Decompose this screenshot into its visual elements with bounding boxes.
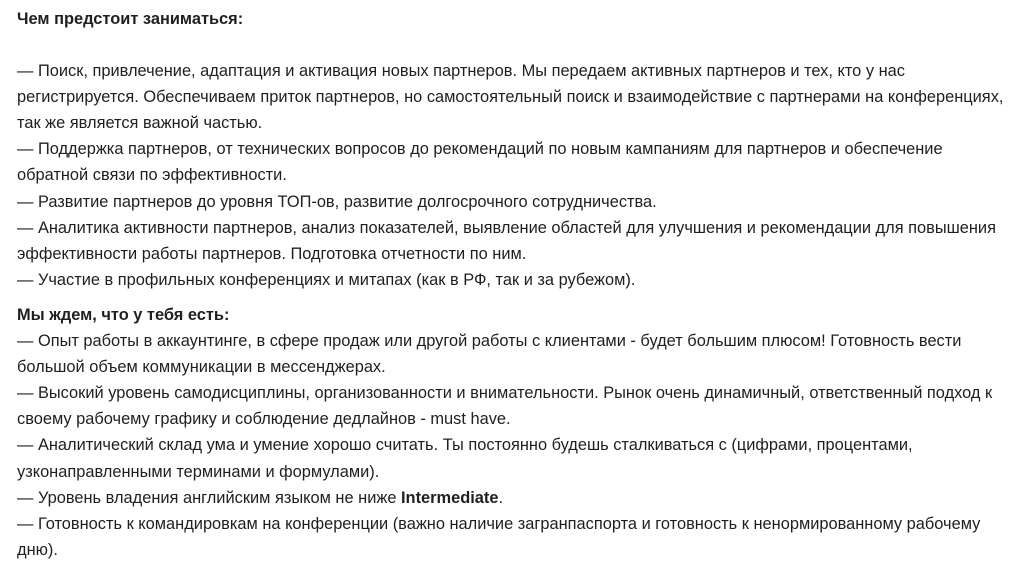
english-level: Intermediate: [401, 488, 499, 507]
duty-item-analytics: — Аналитика активности партнеров, анализ показателей, выявление областей для улучшения и рекомендации для повышения эффективности работы партнеров. Подготовка отчетности по ним.: [17, 218, 996, 263]
requirement-item-experience: — Опыт работы в аккаунтинге, в сфере продаж или другой работы с клиентами - будет большим плюсом! Готовность вести большой объем коммуникации в мессенджерах.: [17, 332, 962, 377]
english-prefix: — Уровень владения английским языком не ниже: [17, 488, 401, 507]
requirement-item-english: [17, 485, 1014, 511]
requirement-item-travel: — Готовность к командировкам на конференции (важно наличие загранпаспорта и готовность к ненормированному рабочему дню).: [17, 514, 981, 559]
requirement-item-discipline: — Высокий уровень самодисциплины, организованности и внимательности. Рынок очень динамичный, ответственный подход к своему рабочему графику и соблюдение дедлайнов - must have.: [17, 384, 993, 429]
duty-item-conferences: — Участие в профильных конференциях и митапах (как в РФ, так и за рубежом).: [17, 270, 636, 289]
spacer: [17, 32, 1014, 58]
requirement-item-analytical: — Аналитический склад ума и умение хорошо считать. Ты постоянно будешь сталкиваться с (цифрами, процентами, узконаправленными терминами и формулами).: [17, 436, 913, 481]
duty-item-growth: — Развитие партнеров до уровня ТОП-ов, развитие долгосрочного сотрудничества.: [17, 192, 657, 211]
english-suffix: .: [498, 488, 504, 507]
section-heading-duties: Чем предстоит заниматься:: [17, 10, 244, 28]
duty-item-support: — Поддержка партнеров, от технических вопросов до рекомендаций по новым кампаниям для партнеров и обеспечение обратной связи по эффективности.: [17, 140, 943, 185]
spacer: [17, 293, 1014, 302]
section-heading-requirements: Мы ждем, что у тебя есть:: [17, 305, 230, 324]
duty-item-search: — Поиск, привлечение, адаптация и активация новых партнеров. Мы передаем активных партнеров и тех, кто у нас регистрируется. Обеспечиваем приток партнеров, но самостоятельный поиск и взаимодействие с партнерами на конференциях, так же является важной частью.: [17, 62, 1004, 133]
